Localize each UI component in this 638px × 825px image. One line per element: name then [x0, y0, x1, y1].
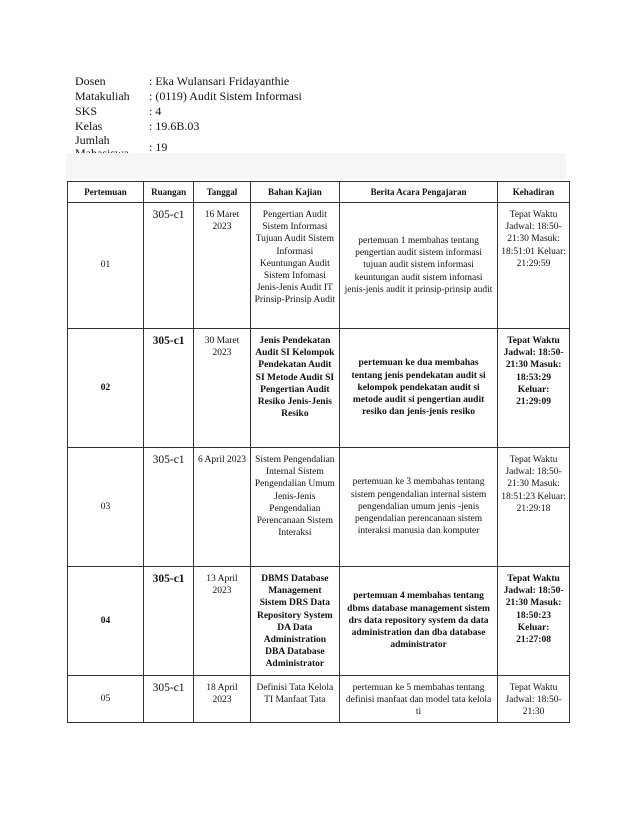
- dosen-label: Dosen: [75, 74, 106, 88]
- sks-label: SKS: [75, 104, 98, 118]
- cell-berita-acara: pertemuan ke 3 membahas tentang sistem pengendalian internal sistem pengendalian umum jenis -jenis pengendalian perencanaan sistem interaksi manusia dan komputer: [340, 448, 498, 567]
- cell-ruangan: 305-c1: [143, 567, 193, 676]
- cell-ruangan: 305-c1: [143, 329, 193, 448]
- course-info: [75, 74, 302, 160]
- cell-pertemuan: 02: [68, 329, 144, 448]
- cell-pertemuan: 03: [68, 448, 144, 567]
- header-band: [66, 153, 566, 179]
- jumlah-value: : 19: [149, 139, 168, 154]
- cell-bahan-kajian: Pengertian Audit Sistem Informasi Tujuan Audit Sistem Informasi Keuntungan Audit Sistem Infomasi Jenis-Jenis Audit IT Prinsip-Prinsip Audit: [250, 203, 339, 329]
- sks-row: [75, 104, 302, 119]
- sks-value: : 4: [149, 104, 162, 118]
- cell-berita-acara: pertemuan 4 membahas tentang dbms database management sistem drs data repository system da data administration dan dba database administrator: [340, 567, 498, 676]
- cell-berita-acara: pertemuan 1 membahas tentang pengertian audit sistem informasi tujuan audit sistem informasi keuntungan audit sistem infomasi jenis-jenis audit it prinsip-prinsip audit: [340, 203, 498, 329]
- kelas-row: [75, 119, 302, 134]
- table-row: [68, 567, 570, 676]
- kelas-label: Kelas: [75, 119, 103, 133]
- cell-tanggal: 30 Maret 2023: [194, 329, 250, 448]
- header-tanggal: Tanggal: [194, 182, 250, 203]
- cell-tanggal: 13 April 2023: [194, 567, 250, 676]
- cell-ruangan: 305-c1: [143, 203, 193, 329]
- cell-berita-acara: pertemuan ke dua membahas tentang jenis pendekatan audit si kelompok pendekatan audit si metode audit si pengertian audit resiko dan jenis-jenis resiko: [340, 329, 498, 448]
- dosen-value: : Eka Wulansari Fridayanthie: [149, 74, 290, 88]
- cell-pertemuan: 05: [68, 675, 144, 723]
- cell-berita-acara: pertemuan ke 5 membahas tentang definisi manfaat dan model tata kelola ti: [340, 675, 498, 723]
- dosen-row: [75, 74, 302, 89]
- table-row: [68, 203, 570, 329]
- matkul-label: Matakuliah: [75, 89, 130, 103]
- cell-kehadiran: Tepat Waktu Jadwal: 18:50-21:30 Masuk: 18:51:01 Keluar: 21:29:59: [498, 203, 570, 329]
- matkul-row: [75, 89, 302, 104]
- cell-tanggal: 6 April 2023: [194, 448, 250, 567]
- cell-pertemuan: 01: [68, 203, 144, 329]
- cell-ruangan: 305-c1: [143, 448, 193, 567]
- kelas-value: : 19.6B.03: [149, 119, 200, 133]
- cell-bahan-kajian: DBMS Database Management Sistem DRS Data Repository System DA Data Administration DBA Database Administrator: [250, 567, 339, 676]
- header-bahan-kajian: Bahan Kajian: [250, 182, 339, 203]
- cell-kehadiran: Tepat Waktu Jadwal: 18:50-21:30: [498, 675, 570, 723]
- cell-tanggal: 16 Maret 2023: [194, 203, 250, 329]
- table-row: [68, 448, 570, 567]
- cell-tanggal: 18 April 2023: [194, 675, 250, 723]
- cell-bahan-kajian: Sistem Pengendalian Internal Sistem Pengendalian Umum Jenis-Jenis Pengendalian Perencanaan Sistem Interaksi: [250, 448, 339, 567]
- matkul-value: : (0119) Audit Sistem Informasi: [149, 89, 302, 103]
- cell-bahan-kajian: Definisi Tata Kelola TI Manfaat Tata: [250, 675, 339, 723]
- header-ruangan: Ruangan: [143, 182, 193, 203]
- header-pertemuan: Pertemuan: [68, 182, 144, 203]
- table-row: [68, 329, 570, 448]
- cell-pertemuan: 04: [68, 567, 144, 676]
- table-header-row: [68, 182, 570, 203]
- cell-kehadiran: Tepat Waktu Jadwal: 18:50-21:30 Masuk: 18:53:29 Keluar: 21:29:09: [498, 329, 570, 448]
- cell-ruangan: 305-c1: [143, 675, 193, 723]
- cell-bahan-kajian: Jenis Pendekatan Audit SI Kelompok Pendekatan Audit SI Metode Audit SI Pengertian Audit Resiko Jenis-Jenis Resiko: [250, 329, 339, 448]
- jumlah-label-line1: Jumlah: [75, 133, 110, 147]
- table-row: [68, 675, 570, 723]
- schedule-table: [67, 181, 570, 723]
- cell-kehadiran: Tepat Waktu Jadwal: 18:50-21:30 Masuk: 18:50:23 Keluar: 21:27:08: [498, 567, 570, 676]
- cell-kehadiran: Tepat Waktu Jadwal: 18:50-21:30 Masuk: 18:51:23 Keluar: 21:29:18: [498, 448, 570, 567]
- header-berita-acara: Berita Acara Pengajaran: [340, 182, 498, 203]
- header-kehadiran: Kehadiran: [498, 182, 570, 203]
